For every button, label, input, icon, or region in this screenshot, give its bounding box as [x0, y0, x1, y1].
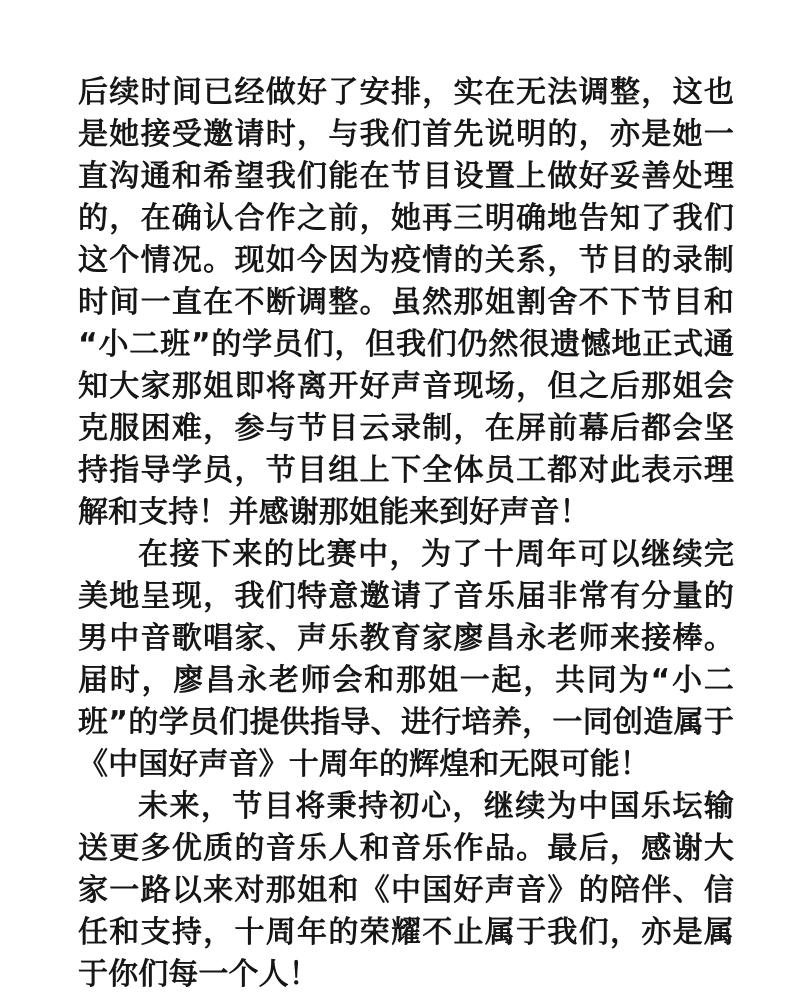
- paragraph-1: 后续时间已经做好了安排，实在无法调整，这也是她接受邀请时，与我们首先说明的，亦是她一直沟通和希望我们能在节目设置上做好妥善处理的，在确认合作之前，她再三明确地告知了我们这个情况。现如今因为疫情的关系，节目的录制时间一直在不断调整。虽然那姐割舍不下节目和“小二班”的学员们，但我们仍然很遗憾地正式通知大家那姐即将离开好声音现场，但之后那姐会克服困难，参与节目云录制，在屏前幕后都会坚持指导学员，节目组上下全体员工都对此表示理解和支持！并感谢那姐能来到好声音！: [78, 75, 734, 530]
- paragraph-2: 在接下来的比赛中，为了十周年可以继续完美地呈现，我们特意邀请了音乐届非常有分量的男中音歌唱家、声乐教育家廖昌永老师来接棒。届时，廖昌永老师会和那姐一起，共同为“小二班”的学员们提供指导、进行培养，一同创造属于《中国好声音》十周年的辉煌和无限可能！: [78, 537, 734, 782]
- document-body: [78, 72, 734, 996]
- paragraph-3: 未来，节目将秉持初心，继续为中国乐坛输送更多优质的音乐人和音乐作品。最后，感谢大家一路以来对那姐和《中国好声音》的陪伴、信任和支持，十周年的荣耀不止属于我们，亦是属于你们每一个人！: [78, 789, 734, 992]
